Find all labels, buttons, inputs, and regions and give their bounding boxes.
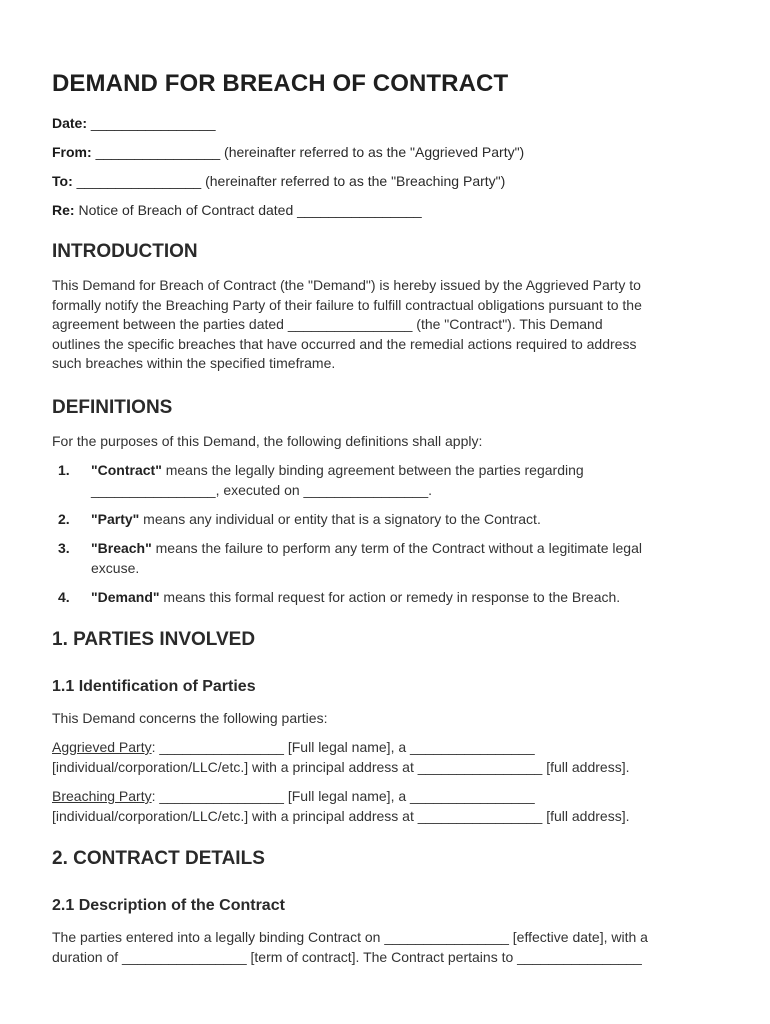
definition-text: means any individual or entity that is a signatory to the Contract. xyxy=(139,511,541,527)
from-value: ________________ (hereinafter referred to as the "Aggrieved Party") xyxy=(95,144,525,160)
intro-line: outlines the specific breaches that have occurred and the remedial actions required to address xyxy=(52,335,637,352)
definition-term: "Breach" xyxy=(91,540,152,556)
definitions-heading: DEFINITIONS xyxy=(52,397,173,418)
aggrieved-party-label: Aggrieved Party xyxy=(52,739,152,755)
re-label: Re: xyxy=(52,202,75,218)
definition-text: ________________, executed on ________________. xyxy=(91,481,432,498)
aggrieved-party-text: [individual/corporation/LLC/etc.] with a principal address at ________________ [full address]. xyxy=(52,758,630,775)
parties-heading: 1. PARTIES INVOLVED xyxy=(52,629,256,650)
parties-intro: This Demand concerns the following parties: xyxy=(52,710,328,726)
contract-description xyxy=(52,928,722,967)
re-value: Notice of Breach of Contract dated ________________ xyxy=(78,202,422,218)
contract-description-line: duration of ________________ [term of contract]. The Contract pertains to ________________ xyxy=(52,948,642,965)
intro-line: agreement between the parties dated ________________ (the "Contract"). This Demand xyxy=(52,316,603,332)
breaching-party-text: : ________________ [Full legal name], a ________________ xyxy=(151,788,535,804)
description-subheading: 2.1 Description of the Contract xyxy=(52,897,285,914)
introduction-heading: INTRODUCTION xyxy=(52,241,198,262)
list-number: 1. xyxy=(58,462,70,478)
intro-line: formally notify the Breaching Party of their failure to fulfill contractual obligations pursuant to the xyxy=(52,296,642,313)
identification-subheading: 1.1 Identification of Parties xyxy=(52,678,256,695)
from-label: From: xyxy=(52,144,92,160)
aggrieved-party-entry xyxy=(52,738,722,777)
definition-term: "Demand" xyxy=(91,589,160,605)
breaching-party-entry xyxy=(52,787,722,826)
definition-term: "Party" xyxy=(91,511,140,527)
breaching-party-text: [individual/corporation/LLC/etc.] with a principal address at ________________ [full address]. xyxy=(52,807,630,824)
contract-details-heading: 2. CONTRACT DETAILS xyxy=(52,848,265,869)
document-title: DEMAND FOR BREACH OF CONTRACT xyxy=(52,70,509,97)
definitions-intro: For the purposes of this Demand, the following definitions shall apply: xyxy=(52,433,483,449)
to-line xyxy=(52,172,505,190)
definition-text: means this formal request for action or remedy in response to the Breach. xyxy=(159,589,621,605)
list-number: 3. xyxy=(58,540,70,556)
definition-text: excuse. xyxy=(91,559,140,576)
definition-text: means the legally binding agreement between the parties regarding xyxy=(161,462,584,478)
intro-line: This Demand for Breach of Contract (the "Demand") is hereby issued by the Aggrieved Party to xyxy=(52,277,641,293)
aggrieved-party-text: : ________________ [Full legal name], a ________________ xyxy=(151,739,535,755)
introduction-paragraph xyxy=(52,276,722,374)
definition-text: means the failure to perform any term of the Contract without a legitimate legal xyxy=(151,540,642,556)
list-number: 4. xyxy=(58,589,70,605)
from-line xyxy=(52,143,524,161)
date-line xyxy=(52,114,215,132)
to-value: ________________ (hereinafter referred to as the "Breaching Party") xyxy=(76,173,506,189)
date-label: Date: xyxy=(52,115,88,131)
intro-line: such breaches within the specified timeframe. xyxy=(52,355,336,371)
re-line xyxy=(52,201,422,219)
date-value: ________________ xyxy=(90,115,216,131)
list-number: 2. xyxy=(58,511,70,527)
definition-term: "Contract" xyxy=(91,462,162,478)
breaching-party-label: Breaching Party xyxy=(52,788,152,804)
contract-description-line: The parties entered into a legally binding Contract on ________________ [effective date], with a xyxy=(52,929,648,945)
to-label: To: xyxy=(52,173,73,189)
